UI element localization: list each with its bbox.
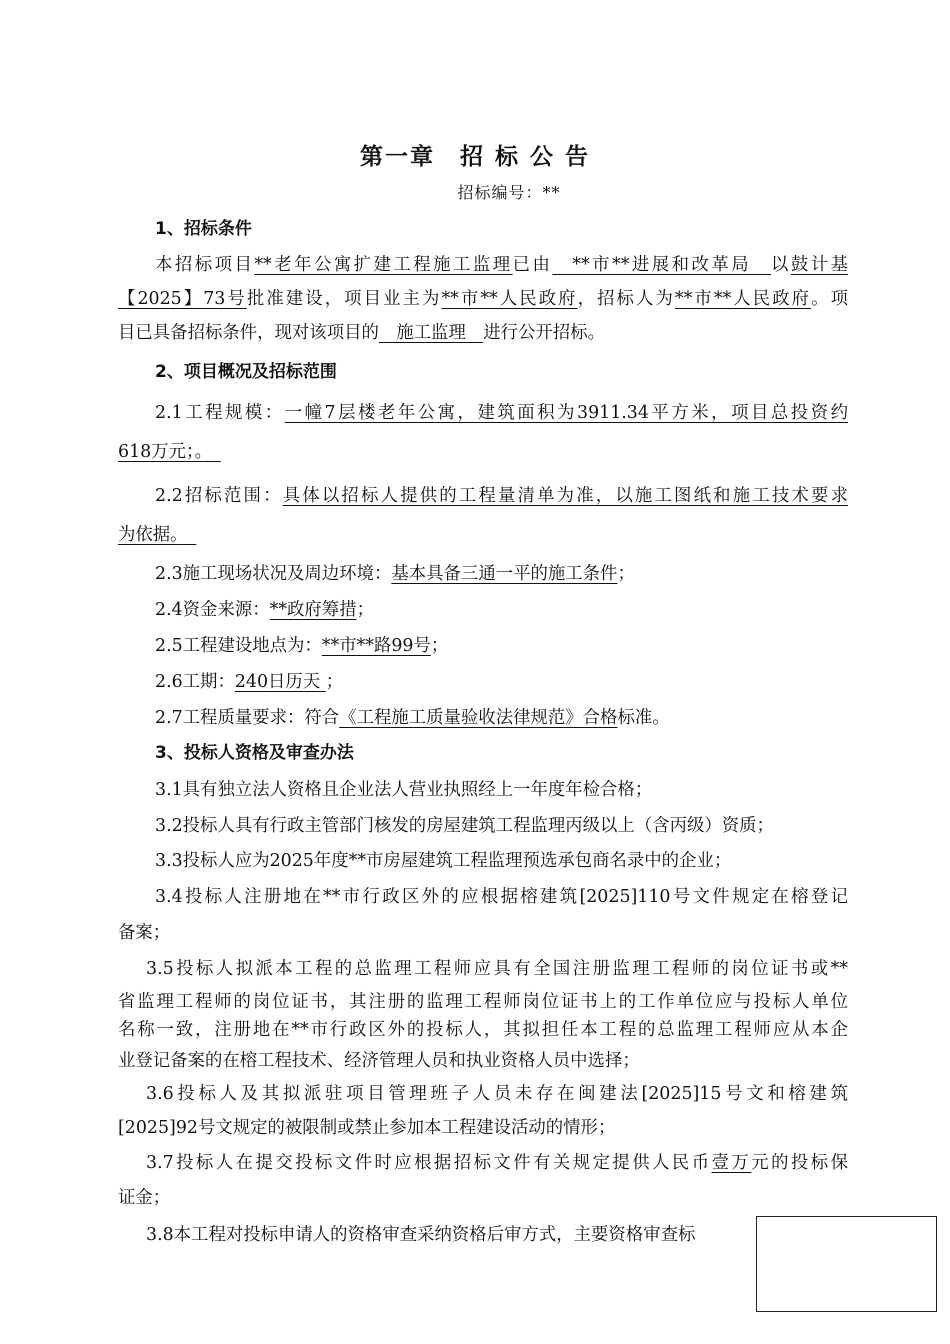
item-2-4: 2.4资金来源：**政府筹措； [155,600,374,620]
item-3-4-line-2: 备案； [118,923,171,943]
project-name: **老年公寓扩建工程施工监理 [254,255,513,275]
section-1-line-1: 本招标项目**老年公寓扩建工程施工监理已由 **市**进展和改革局 以鼓计基 [155,255,848,275]
item-3-5-line-1: 3.5投标人拟派本工程的总监理工程师应具有全国注册监理工程师的岗位证书或** [146,959,848,979]
item-2-2-line-2: 为依据。 [118,525,179,545]
item-2-5: 2.5工程建设地点为：**市**路99号； [155,636,449,656]
section-2-heading: 2、项目概况及招标范围 [155,362,337,382]
section-1-line-3: 目已具备招标条件，现对该项目的 施工监理 进行公开招标。 [118,323,605,343]
item-3-7-line-1: 3.7投标人在提交投标文件时应根据招标文件有关规定提供人民币壹万元的投标保 [146,1153,848,1173]
item-2-3: 2.3施工现场状况及周边环境：基本具备三通一平的施工条件； [155,564,635,584]
item-3-5-line-3: 名称一致，注册地在**市行政区外的投标人，其拟担任本工程的总监理工程师应从本企 [118,1020,848,1040]
section-3-heading: 3、投标人资格及审查办法 [155,743,354,763]
overlay-box [756,1216,937,1312]
item-2-6: 2.6工期：240日历天 ； [155,672,344,692]
item-2-2-line-1: 2.2招标范围：具体以招标人提供的工程量清单为准，以施工图纸和施工技术要求 [155,486,848,506]
item-2-1-line-2: 618万元；。 [118,442,204,462]
section-1-heading: 1、招标条件 [155,219,252,239]
approval-authority: **市**进展和改革局 [552,255,771,275]
item-3-2: 3.2投标人具有行政主管部门核发的房屋建筑工程监理丙级以上（含丙级）资质； [155,816,774,836]
item-3-8: 3.8本工程对投标申请人的资格审查采纳资格后审方式，主要资格审查标 [146,1225,696,1245]
bid-bond-amount: 壹万 [711,1153,752,1173]
section-1-line-2: 【2025】73号批准建设，项目业主为**市**人民政府，招标人为**市**人民政府。项 [118,289,848,309]
item-2-1-line-1: 2.1工程规模：一幢7层楼老年公寓，建筑面积为3911.34平方米，项目总投资约 [155,403,848,423]
chapter-title: 第一章 招 标 公 告 [359,144,591,170]
item-3-7-line-2: 证金； [118,1188,171,1208]
bid-number: 招标编号：** [457,183,561,202]
item-3-6-line-1: 3.6投标人及其拟派驻项目管理班子人员未存在闽建法[2025]15号文和榕建筑 [146,1084,848,1104]
item-3-1: 3.1具有独立法人资格且企业法人营业执照经上一年度年检合格； [155,780,653,800]
item-3-5-line-4: 业登记备案的在榕工程技术、经济管理人员和执业资格人员中选择； [118,1051,640,1071]
item-3-6-line-2: [2025]92号文规定的被限制或禁止参加本工程建设活动的情形； [118,1118,616,1138]
item-3-5-line-2: 省监理工程师的岗位证书，其注册的监理工程师岗位证书上的工作单位应与投标人单位 [118,992,848,1012]
project-owner: **市**人民政府 [441,289,578,309]
item-3-4-line-1: 3.4投标人注册地在**市行政区外的应根据榕建筑[2025]110号文件规定在榕登记 [155,887,848,907]
approval-number: 【2025】73号 [118,289,247,309]
tender-scope-name: 施工监理 [378,323,484,343]
tenderer: **市**人民政府 [674,289,812,309]
item-2-7: 2.7工程质量要求：符合《工程施工质量验收法律规范》合格标准。 [155,708,670,728]
item-3-3: 3.3投标人应为2025年度**市房屋建筑工程监理预选承包商名录中的企业； [155,851,732,871]
